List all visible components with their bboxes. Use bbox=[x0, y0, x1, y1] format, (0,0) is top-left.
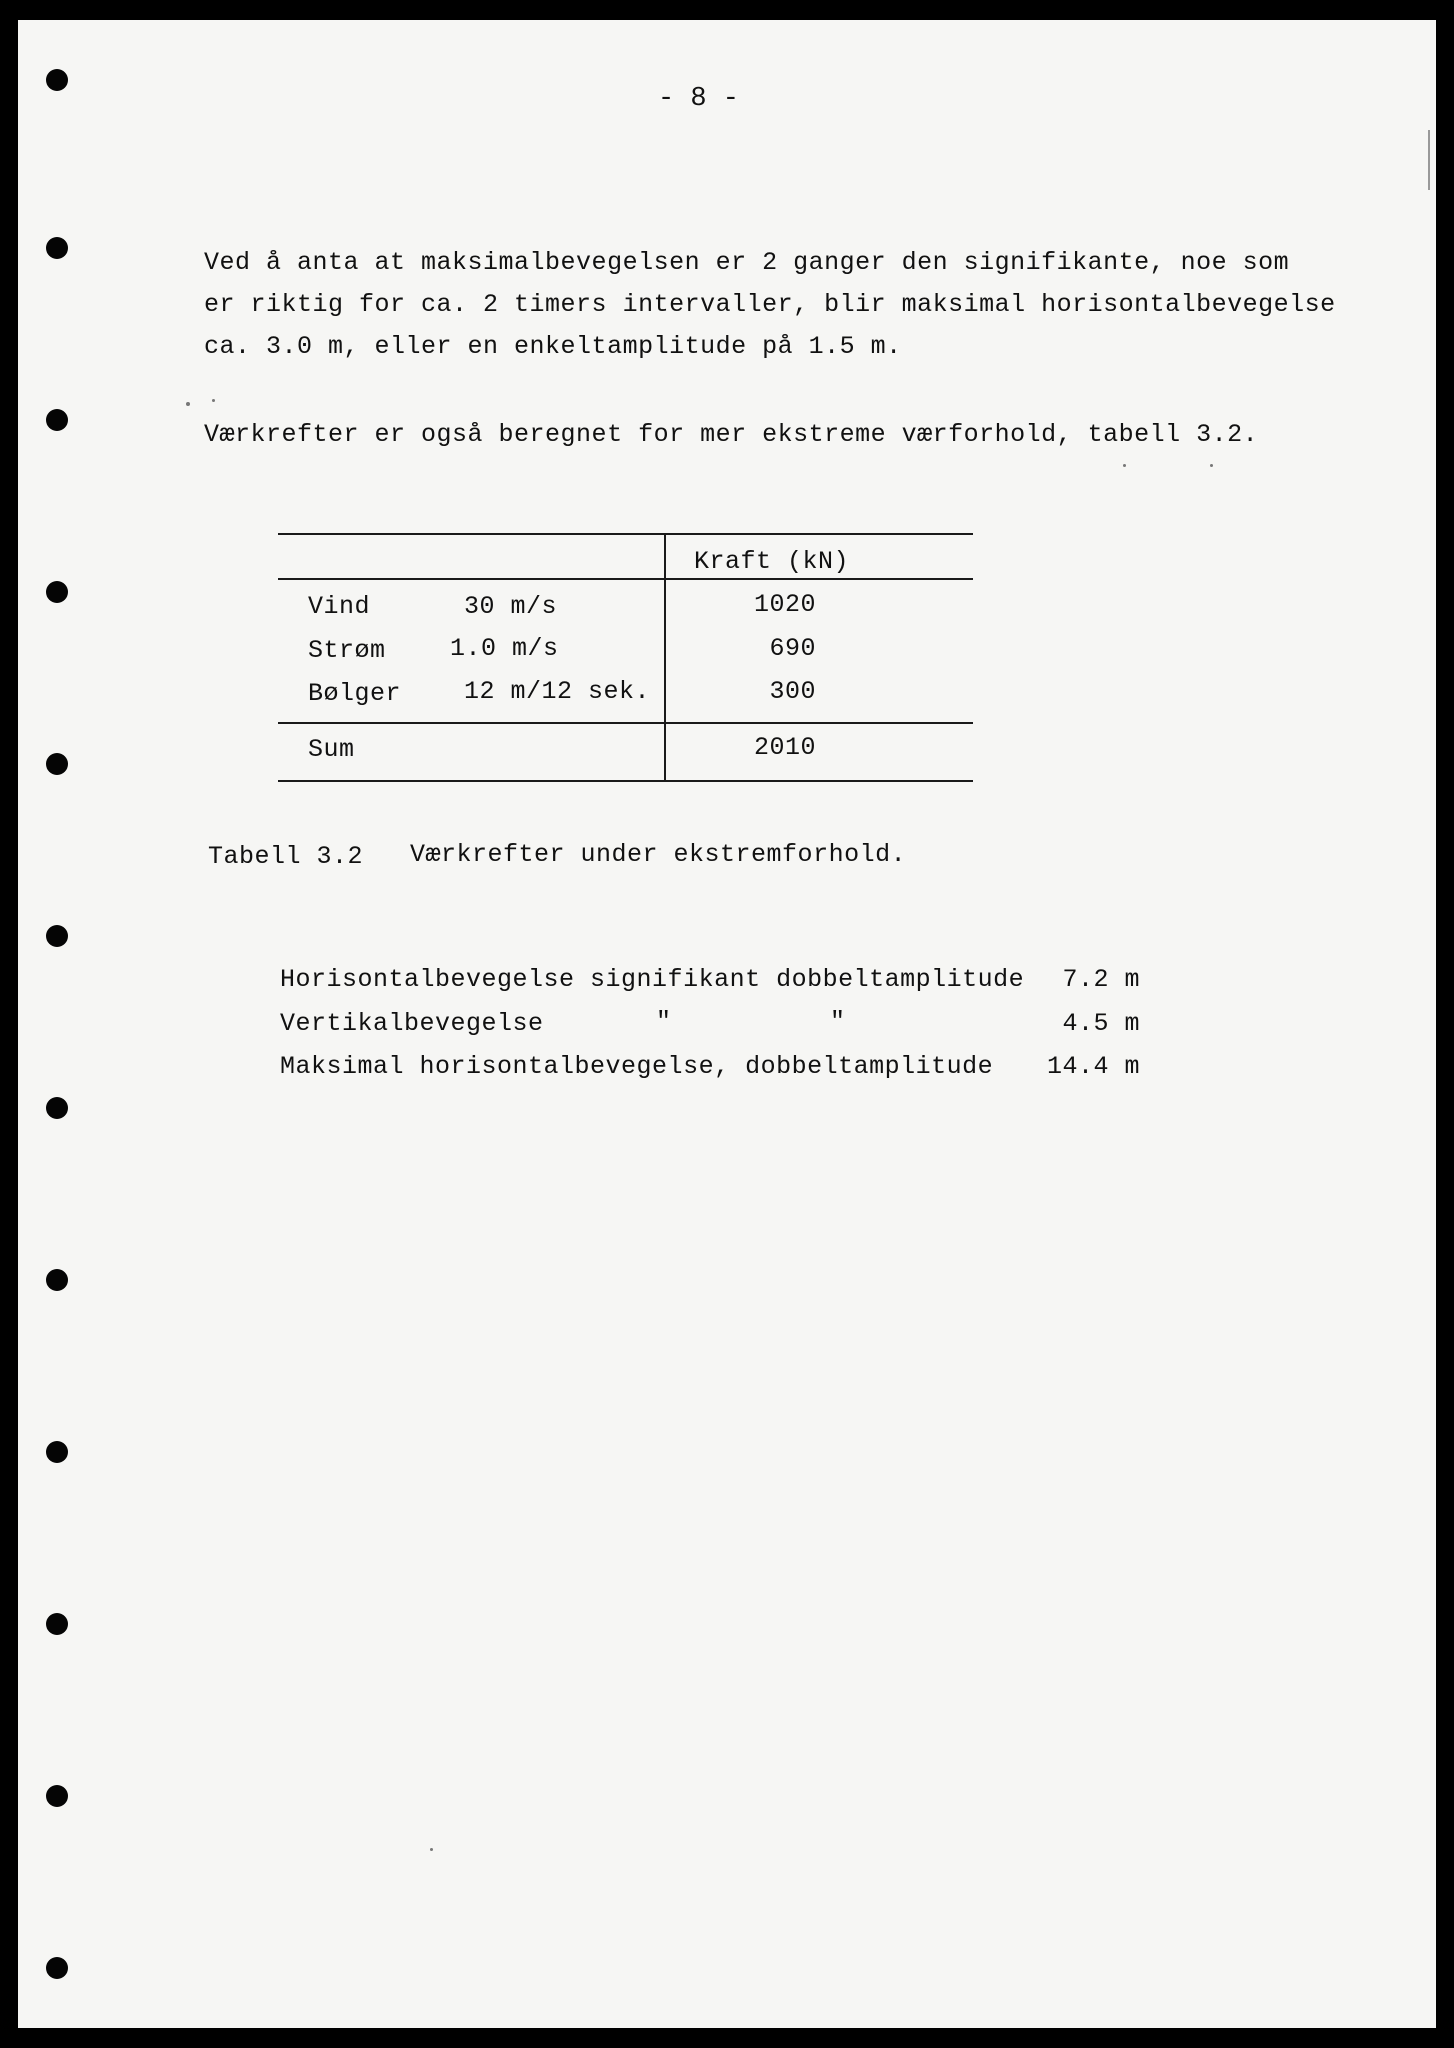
paragraph-line: Ved å anta at maksimalbevegelsen er 2 ganger den signifikante, noe som bbox=[204, 248, 1290, 277]
table-sum-value: 2010 bbox=[753, 733, 816, 762]
scan-speck bbox=[212, 399, 215, 402]
punch-hole bbox=[46, 1441, 68, 1463]
table-row-value: 690 bbox=[769, 634, 816, 663]
table-caption-number: Tabell 3.2 bbox=[208, 842, 364, 871]
punch-hole bbox=[46, 925, 68, 947]
table-row-value: 1020 bbox=[753, 590, 816, 619]
motion-label: Maksimal horisontalbevegelse, dobbeltamplitude bbox=[280, 1052, 994, 1081]
paragraph-line: ca. 3.0 m, eller en enkeltamplitude på 1.5 m. bbox=[204, 332, 902, 361]
scan-speck bbox=[430, 1848, 433, 1851]
table-row-value: 300 bbox=[769, 677, 816, 706]
punch-hole bbox=[46, 1785, 68, 1807]
table-row-condition: 12 m/12 sek. bbox=[464, 677, 651, 706]
motion-label: Vertikalbevegelse bbox=[280, 1009, 544, 1038]
paragraph-line: er riktig for ca. 2 timers intervaller, blir maksimal horisontalbevegelse bbox=[204, 290, 1336, 319]
motion-value: 4.5 m bbox=[1062, 1009, 1140, 1038]
table-top-rule bbox=[278, 533, 973, 535]
table-row-label: Strøm bbox=[308, 636, 386, 665]
scan-speck bbox=[186, 402, 190, 406]
motion-value: 14.4 m bbox=[1046, 1052, 1140, 1081]
punch-hole bbox=[46, 1957, 68, 1979]
punch-hole bbox=[46, 1613, 68, 1635]
punch-hole bbox=[46, 1269, 68, 1291]
table-sum-rule bbox=[278, 722, 973, 724]
motion-value: 7.2 m bbox=[1062, 965, 1140, 994]
document-page bbox=[18, 20, 1436, 2028]
table-bottom-rule bbox=[278, 780, 973, 782]
punch-hole bbox=[46, 1097, 68, 1119]
paragraph-line: Værkrefter er også beregnet for mer ekstreme værforhold, tabell 3.2. bbox=[204, 420, 1259, 449]
punch-hole bbox=[46, 237, 68, 259]
scan-speck bbox=[1123, 464, 1126, 467]
scan-speck bbox=[1210, 464, 1213, 467]
punch-hole bbox=[46, 753, 68, 775]
table-row-label: Bølger bbox=[308, 679, 402, 708]
ditto-mark: " bbox=[830, 1007, 846, 1036]
scan-edge bbox=[1428, 130, 1430, 190]
table-row-condition: 1.0 m/s bbox=[450, 634, 559, 663]
table-sum-label: Sum bbox=[308, 735, 355, 764]
table-header-kraft: Kraft (kN) bbox=[694, 547, 850, 576]
table-row-label: Vind bbox=[308, 592, 371, 621]
punch-hole bbox=[46, 69, 68, 91]
table-row-condition: 30 m/s bbox=[464, 592, 558, 621]
motion-label: Horisontalbevegelse signifikant dobbeltamplitude bbox=[280, 965, 1025, 994]
table-header-rule bbox=[278, 578, 973, 580]
punch-hole bbox=[46, 581, 68, 603]
ditto-mark: " bbox=[656, 1007, 672, 1036]
table-column-divider bbox=[664, 533, 666, 782]
page-number: - 8 - bbox=[658, 84, 740, 114]
table-caption-text: Værkrefter under ekstremforhold. bbox=[410, 840, 907, 869]
punch-hole bbox=[46, 409, 68, 431]
